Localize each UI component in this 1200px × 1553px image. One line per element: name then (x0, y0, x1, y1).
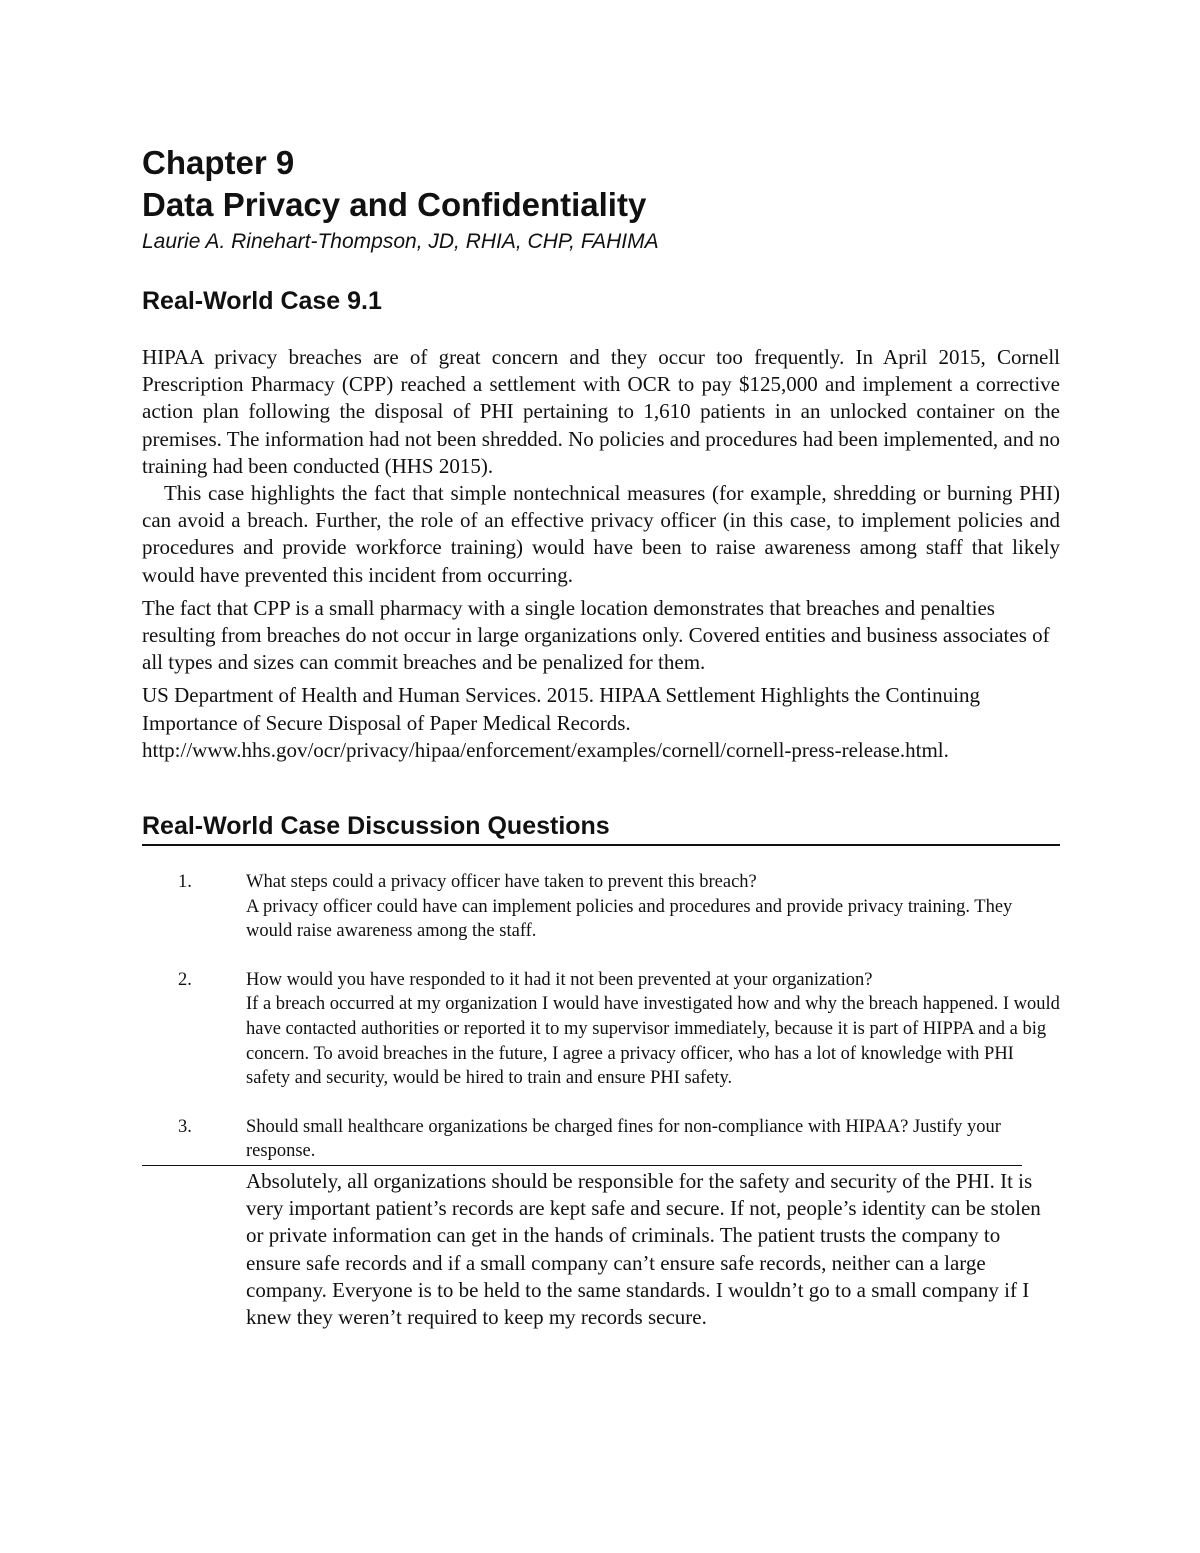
question-answer: If a breach occurred at my organization I would have investigated how and why the breach happened. I would have contacted authorities or reported it to my supervisor immediately, because it is part of HIPPA and a big concern. To avoid breaches in the future, I agree a privacy officer, who has a lot of knowledge with PHI safety and security, would be hired to train and ensure PHI safety. (246, 994, 1060, 1089)
question-text: Should small healthcare organizations be charged fines for non-compliance with HIPAA? Justify your response. (246, 1116, 1001, 1162)
question-number: 3. (178, 1116, 192, 1137)
chapter-author: Laurie A. Rinehart-Thompson, JD, RHIA, CHP, FAHIMA (142, 230, 659, 253)
case-paragraph-2: This case highlights the fact that simple nontechnical measures (for example, shredding or burning PHI) can avoid a breach. Further, the role of an effective privacy officer (in this case, to implement policies and procedures and provide workforce training) would have been to raise awareness among staff that likely would have prevented this incident from occurring. (142, 481, 1060, 587)
case-heading: Real-World Case 9.1 (142, 287, 382, 315)
question-text: How would you have responded to it had it not been prevented at your organization? (246, 969, 873, 990)
discussion-heading: Real-World Case Discussion Questions (142, 810, 1060, 846)
case-paragraph-3: The fact that CPP is a small pharmacy with a single location demonstrates that breaches and penalties resulting from breaches do not occur in large organizations only. Covered entities and business associates of all types and sizes can commit breaches and be penalized for them. (142, 595, 1050, 675)
discussion-question-2 (142, 968, 1060, 1091)
document-page (142, 140, 1060, 1355)
chapter-number: Chapter 9 (142, 144, 295, 181)
chapter-title: Data Privacy and Confidentiality (142, 186, 647, 223)
question-number: 1. (178, 872, 192, 893)
case-paragraph-1: HIPAA privacy breaches are of great concern and they occur too frequently. In April 2015, Cornell Prescription Pharmacy (CPP) reached a settlement with OCR to pay $125,000 and implement a corrective action plan following the disposal of PHI pertaining to 1,610 patients in an unlocked container on the premises. The information had not been shredded. No policies and procedures had been implemented, and no training had been conducted (HHS 2015). (142, 345, 1060, 478)
case-reference: US Department of Health and Human Services. 2015. HIPAA Settlement Highlights the Continuing Importance of Secure Disposal of Paper Medical Records. http://www.hhs.gov/ocr/privacy/hipaa/enforcement/examples/cornell/cornell-press-release.html. (142, 683, 980, 762)
discussion-question-1 (142, 870, 1060, 944)
discussion-question-list (142, 870, 1060, 1331)
question-number: 2. (178, 969, 192, 990)
question-text: What steps could a privacy officer have taken to prevent this breach? (246, 872, 757, 893)
answer-divider (142, 1165, 1022, 1166)
question-answer: Absolutely, all organizations should be responsible for the safety and security of the PHI. It is very important patient’s records are kept safe and secure. If not, people’s identity can be stolen or private information can get in the hands of criminals. The patient trusts the company to ensure safe records and if a small company can’t ensure safe records, neither can a large company. Everyone is to be held to the same standards. I wouldn’t go to a small company if I knew they weren’t required to keep my records secure. (246, 1168, 1041, 1329)
question-answer: A privacy officer could have can implement policies and procedures and provide privacy training. They would raise awareness among the staff. (246, 896, 1013, 942)
discussion-question-3 (142, 1115, 1060, 1331)
